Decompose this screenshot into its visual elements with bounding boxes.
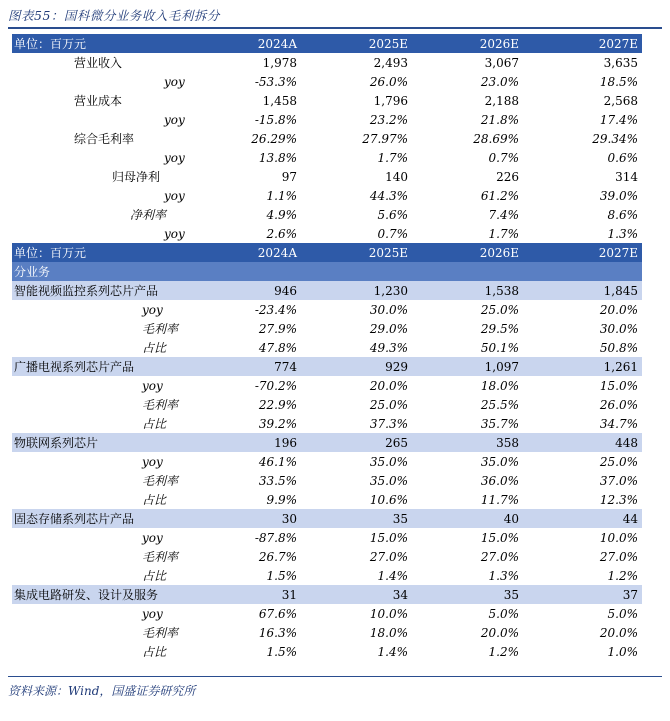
value-cell: 50.8% xyxy=(599,340,638,355)
value-cell: 1,261 xyxy=(523,357,642,376)
value-cell: 20.0% xyxy=(599,302,638,317)
value-cell: 946 xyxy=(190,281,301,300)
row-label: 毛利率 xyxy=(142,398,179,412)
value-cell: 1.0% xyxy=(607,644,638,659)
value-cell: 11.7% xyxy=(480,492,519,507)
value-cell: 1.2% xyxy=(607,568,638,583)
segment-row xyxy=(12,509,642,528)
value-cell: 1.5% xyxy=(266,644,297,659)
value-cell: 10.6% xyxy=(369,492,408,507)
value-cell: 1.2% xyxy=(488,644,519,659)
value-cell: 31 xyxy=(190,585,301,604)
bottom-rule xyxy=(8,676,662,677)
value-cell: 2.6% xyxy=(266,226,297,241)
year-header: 2026E xyxy=(412,243,523,262)
value-cell: 15.0% xyxy=(480,530,519,545)
value-cell: 1.4% xyxy=(377,644,408,659)
row-label: yoy xyxy=(142,302,163,317)
value-cell: 314 xyxy=(615,169,638,184)
value-cell: 26.7% xyxy=(258,549,297,564)
segment-row xyxy=(12,281,642,300)
value-cell: 774 xyxy=(190,357,301,376)
summary-row xyxy=(12,53,642,72)
segment-detail-row xyxy=(12,604,642,623)
empty-cell xyxy=(523,262,642,281)
segment-detail-row xyxy=(12,471,642,490)
empty-cell xyxy=(301,262,412,281)
value-cell: 8.6% xyxy=(607,207,638,222)
segment-detail-row xyxy=(12,566,642,585)
segment-detail-row xyxy=(12,528,642,547)
year-header: 2027E xyxy=(523,243,642,262)
segment-detail-row xyxy=(12,338,642,357)
value-cell: 27.97% xyxy=(362,131,408,146)
segment-detail-row xyxy=(12,376,642,395)
segment-name: 智能视频监控系列芯片产品 xyxy=(12,281,190,300)
value-cell: 1.5% xyxy=(266,568,297,583)
value-cell: 29.34% xyxy=(592,131,638,146)
value-cell: 35.0% xyxy=(480,454,519,469)
value-cell: 30.0% xyxy=(369,302,408,317)
summary-row xyxy=(12,110,642,129)
value-cell: 27.9% xyxy=(258,321,297,336)
value-cell: 2,568 xyxy=(603,93,638,108)
value-cell: 4.9% xyxy=(266,207,297,222)
segment-name: 固态存储系列芯片产品 xyxy=(12,509,190,528)
top-rule xyxy=(8,27,662,29)
section-row xyxy=(12,262,642,281)
value-cell: 929 xyxy=(301,357,412,376)
year-header: 2025E xyxy=(301,34,412,53)
section-label: 分业务 xyxy=(12,262,190,281)
value-cell: 39.2% xyxy=(258,416,297,431)
summary-row xyxy=(12,167,642,186)
value-cell: 9.9% xyxy=(266,492,297,507)
value-cell: 34 xyxy=(301,585,412,604)
segment-detail-row xyxy=(12,414,642,433)
segment-row xyxy=(12,585,642,604)
value-cell: 25.0% xyxy=(480,302,519,317)
row-label: yoy xyxy=(142,530,163,545)
value-cell: 13.8% xyxy=(258,150,297,165)
value-cell: 27.0% xyxy=(369,549,408,564)
row-label: 占比 xyxy=(142,645,167,659)
row-label: 占比 xyxy=(142,569,167,583)
segment-detail-row xyxy=(12,452,642,471)
value-cell: 61.2% xyxy=(480,188,519,203)
value-cell: 33.5% xyxy=(258,473,297,488)
year-header: 2024A xyxy=(190,34,301,53)
segment-detail-row xyxy=(12,319,642,338)
value-cell: 35 xyxy=(412,585,523,604)
segment-detail-row xyxy=(12,642,642,661)
value-cell: 30.0% xyxy=(599,321,638,336)
row-label: yoy xyxy=(164,226,185,241)
year-header: 2027E xyxy=(523,34,642,53)
value-cell: 7.4% xyxy=(488,207,519,222)
summary-row xyxy=(12,205,642,224)
value-cell: 1.4% xyxy=(377,568,408,583)
segment-name: 广播电视系列芯片产品 xyxy=(12,357,190,376)
value-cell: 35.7% xyxy=(480,416,519,431)
value-cell: 2,188 xyxy=(484,93,519,108)
value-cell: 1,458 xyxy=(262,93,297,108)
value-cell: 1,796 xyxy=(373,93,408,108)
value-cell: 39.0% xyxy=(599,188,638,203)
header-row xyxy=(12,34,642,53)
segment-detail-row xyxy=(12,300,642,319)
value-cell: 46.1% xyxy=(258,454,297,469)
row-label: yoy xyxy=(164,188,185,203)
segment-row xyxy=(12,433,642,452)
summary-row xyxy=(12,224,642,243)
value-cell: 25.0% xyxy=(369,397,408,412)
value-cell: 1.3% xyxy=(607,226,638,241)
value-cell: 44.3% xyxy=(369,188,408,203)
value-cell: 35.0% xyxy=(369,473,408,488)
value-cell: 30 xyxy=(190,509,301,528)
value-cell: 0.7% xyxy=(377,226,408,241)
value-cell: 1,538 xyxy=(412,281,523,300)
row-label: 毛利率 xyxy=(142,322,179,336)
row-label: 营业成本 xyxy=(74,94,123,108)
row-label: yoy xyxy=(142,454,163,469)
value-cell: 18.0% xyxy=(369,625,408,640)
segment-detail-row xyxy=(12,547,642,566)
value-cell: 15.0% xyxy=(369,530,408,545)
row-label: 营业收入 xyxy=(74,56,123,70)
value-cell: 5.6% xyxy=(377,207,408,222)
value-cell: 29.0% xyxy=(369,321,408,336)
value-cell: -53.3% xyxy=(254,74,297,89)
value-cell: 226 xyxy=(496,169,519,184)
value-cell: 1,845 xyxy=(523,281,642,300)
source-note: 资料来源：Wind，国盛证券研究所 xyxy=(8,684,196,698)
value-cell: 26.0% xyxy=(369,74,408,89)
value-cell: 1,097 xyxy=(412,357,523,376)
value-cell: 1.7% xyxy=(377,150,408,165)
row-label: 综合毛利率 xyxy=(74,132,135,146)
row-label: yoy xyxy=(164,74,185,89)
value-cell: 49.3% xyxy=(369,340,408,355)
value-cell: 20.0% xyxy=(369,378,408,393)
value-cell: 47.8% xyxy=(258,340,297,355)
value-cell: 37 xyxy=(523,585,642,604)
value-cell: 12.3% xyxy=(599,492,638,507)
summary-row xyxy=(12,91,642,110)
value-cell: 17.4% xyxy=(599,112,638,127)
value-cell: 5.0% xyxy=(607,606,638,621)
value-cell: 358 xyxy=(412,433,523,452)
empty-cell xyxy=(412,262,523,281)
row-label: 占比 xyxy=(142,417,167,431)
value-cell: 16.3% xyxy=(258,625,297,640)
summary-row xyxy=(12,72,642,91)
summary-row xyxy=(12,148,642,167)
value-cell: -15.8% xyxy=(254,112,297,127)
value-cell: 22.9% xyxy=(258,397,297,412)
value-cell: 20.0% xyxy=(599,625,638,640)
value-cell: 40 xyxy=(412,509,523,528)
row-label: 占比 xyxy=(142,493,167,507)
value-cell: 18.5% xyxy=(599,74,638,89)
value-cell: 21.8% xyxy=(480,112,519,127)
value-cell: 36.0% xyxy=(480,473,519,488)
figure-title: 图表55：国科微分业务收入毛利拆分 xyxy=(8,8,220,23)
value-cell: 20.0% xyxy=(480,625,519,640)
value-cell: 140 xyxy=(385,169,408,184)
value-cell: 25.0% xyxy=(599,454,638,469)
row-label: yoy xyxy=(164,112,185,127)
value-cell: 44 xyxy=(523,509,642,528)
value-cell: 25.5% xyxy=(480,397,519,412)
year-header: 2024A xyxy=(190,243,301,262)
value-cell: 97 xyxy=(281,169,297,184)
empty-cell xyxy=(190,262,301,281)
value-cell: 448 xyxy=(523,433,642,452)
value-cell: 1.3% xyxy=(488,568,519,583)
value-cell: 35 xyxy=(301,509,412,528)
value-cell: 28.69% xyxy=(473,131,519,146)
value-cell: 0.6% xyxy=(607,150,638,165)
segment-detail-row xyxy=(12,623,642,642)
value-cell: 29.5% xyxy=(480,321,519,336)
value-cell: 3,635 xyxy=(603,55,638,70)
value-cell: -23.4% xyxy=(254,302,297,317)
value-cell: 18.0% xyxy=(480,378,519,393)
value-cell: 10.0% xyxy=(369,606,408,621)
value-cell: 23.0% xyxy=(480,74,519,89)
row-label: 占比 xyxy=(142,341,167,355)
row-label: 毛利率 xyxy=(142,626,179,640)
value-cell: 37.0% xyxy=(599,473,638,488)
value-cell: 5.0% xyxy=(488,606,519,621)
year-header: 2025E xyxy=(301,243,412,262)
value-cell: 2,493 xyxy=(373,55,408,70)
row-label: 毛利率 xyxy=(142,550,179,564)
summary-row xyxy=(12,129,642,148)
value-cell: 1.7% xyxy=(488,226,519,241)
value-cell: 1.1% xyxy=(266,188,297,203)
year-header: 2026E xyxy=(412,34,523,53)
summary-row xyxy=(12,186,642,205)
segment-detail-row xyxy=(12,395,642,414)
value-cell: 26.0% xyxy=(599,397,638,412)
row-label: 归母净利 xyxy=(112,170,161,184)
value-cell: 265 xyxy=(301,433,412,452)
row-label: 净利率 xyxy=(130,208,167,222)
value-cell: 1,978 xyxy=(262,55,297,70)
value-cell: 196 xyxy=(190,433,301,452)
value-cell: 3,067 xyxy=(484,55,519,70)
row-label: yoy xyxy=(142,606,163,621)
value-cell: 37.3% xyxy=(369,416,408,431)
financial-table xyxy=(12,34,642,661)
row-label: 毛利率 xyxy=(142,474,179,488)
row-label: yoy xyxy=(142,378,163,393)
value-cell: 1,230 xyxy=(301,281,412,300)
value-cell: 34.7% xyxy=(599,416,638,431)
value-cell: 10.0% xyxy=(599,530,638,545)
unit-label: 单位：百万元 xyxy=(12,34,190,53)
value-cell: 50.1% xyxy=(480,340,519,355)
value-cell: -87.8% xyxy=(254,530,297,545)
value-cell: 0.7% xyxy=(488,150,519,165)
value-cell: 15.0% xyxy=(599,378,638,393)
row-label: yoy xyxy=(164,150,185,165)
segment-row xyxy=(12,357,642,376)
value-cell: 35.0% xyxy=(369,454,408,469)
value-cell: 26.29% xyxy=(251,131,297,146)
segment-detail-row xyxy=(12,490,642,509)
value-cell: 27.0% xyxy=(480,549,519,564)
segment-name: 集成电路研发、设计及服务 xyxy=(12,585,190,604)
value-cell: 27.0% xyxy=(599,549,638,564)
value-cell: -70.2% xyxy=(254,378,297,393)
segment-name: 物联网系列芯片 xyxy=(12,433,190,452)
value-cell: 23.2% xyxy=(369,112,408,127)
value-cell: 67.6% xyxy=(258,606,297,621)
header-row xyxy=(12,243,642,262)
unit-label: 单位：百万元 xyxy=(12,243,190,262)
